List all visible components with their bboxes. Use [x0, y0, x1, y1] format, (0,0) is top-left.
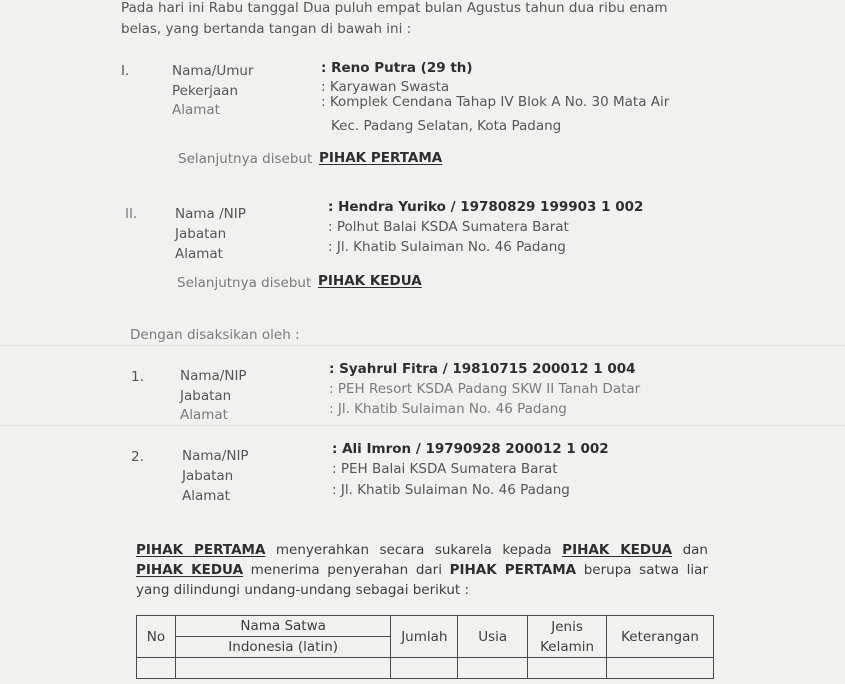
saksi2-nama: : Ali Imron / 19790928 200012 1 002: [332, 441, 609, 457]
pihak2-nama: : Hendra Yuriko / 19780829 199903 1 002: [328, 199, 644, 215]
paragraph-text: dan: [672, 542, 708, 558]
saksi2-number: 2.: [131, 449, 144, 465]
pihak-kedua-ref: PIHAK KEDUA: [136, 562, 244, 578]
pihak2-label-nama: Nama /NIP: [175, 206, 246, 222]
pihak-kedua-ref: PIHAK KEDUA: [562, 542, 673, 558]
table-cell: [528, 658, 607, 679]
header-indonesia-latin: Indonesia (latin): [175, 637, 390, 658]
table-cell: [175, 658, 390, 679]
header-jumlah: Jumlah: [391, 616, 458, 658]
pihak1-pekerjaan: : Karyawan Swasta: [321, 79, 450, 95]
header-usia: Usia: [458, 616, 528, 658]
saksi1-nama: : Syahrul Fitra / 19810715 200012 1 004: [329, 361, 636, 377]
saksi2-jabatan: : PEH Balai KSDA Sumatera Barat: [332, 461, 558, 477]
saksi2-label-alamat: Alamat: [182, 488, 230, 504]
pihak1-selanjutnya: Selanjutnya disebut: [178, 151, 313, 167]
pihak2-label-jabatan: Jabatan: [175, 226, 227, 242]
saksi2-label-jabatan: Jabatan: [182, 468, 234, 484]
header-kelamin: Kelamin: [540, 638, 595, 655]
table-row: [137, 658, 714, 679]
pihak1-label-nama: Nama/Umur: [172, 63, 254, 79]
page-fold-line: [0, 345, 845, 346]
table-header-row: [137, 616, 714, 637]
satwa-table: [136, 615, 714, 679]
table-cell: [391, 658, 458, 679]
saksi1-number: 1.: [131, 369, 144, 385]
intro-line-1: Pada hari ini Rabu tanggal Dua puluh empat bulan Agustus tahun dua ribu enam: [121, 0, 668, 16]
penyerahan-paragraph: [136, 540, 708, 600]
paragraph-text: berupa satwa liar yang dilindungi undang-undang sebagai berikut :: [136, 562, 708, 598]
saksi1-jabatan: : PEH Resort KSDA Padang SKW II Tanah Datar: [329, 381, 641, 397]
saksi1-label-jabatan: Jabatan: [180, 388, 232, 404]
pihak2-label-alamat: Alamat: [175, 246, 223, 262]
header-jenis-kelamin: [528, 616, 607, 658]
intro-line-2: belas, yang bertanda tangan di bawah ini :: [121, 21, 412, 37]
pihak-pertama-ref: PIHAK PERTAMA: [136, 542, 266, 558]
saksi2-label-nama: Nama/NIP: [182, 448, 249, 464]
pihak1-alamat-1: : Komplek Cendana Tahap IV Blok A No. 30 Mata Air: [321, 94, 670, 110]
table-cell: [607, 658, 714, 679]
pihak2-selanjutnya: Selanjutnya disebut: [177, 275, 312, 291]
paragraph-text: menerima penyerahan dari: [243, 562, 450, 578]
header-jenis: Jenis: [551, 618, 583, 635]
paragraph-text: menyerahkan secara sukarela kepada: [265, 542, 563, 558]
pihak1-alamat-2: Kec. Padang Selatan, Kota Padang: [331, 118, 562, 134]
pihak1-nama: : Reno Putra (29 th): [321, 60, 473, 76]
saksi-intro: Dengan disaksikan oleh :: [130, 327, 300, 343]
pihak2-number: II.: [125, 206, 138, 222]
pihak2-jabatan: : Polhut Balai KSDA Sumatera Barat: [328, 219, 569, 235]
table-cell: [458, 658, 528, 679]
table-cell: [137, 658, 176, 679]
pihak1-label-pekerjaan: Pekerjaan: [172, 83, 239, 99]
saksi1-label-nama: Nama/NIP: [180, 368, 247, 384]
pihak2-disebut: PIHAK KEDUA: [318, 273, 422, 289]
pihak2-alamat: : Jl. Khatib Sulaiman No. 46 Padang: [328, 239, 566, 255]
pihak1-disebut: PIHAK PERTAMA: [319, 150, 443, 166]
pihak-pertama-ref: PIHAK PERTAMA: [449, 562, 577, 578]
saksi1-alamat: : Jl. Khatib Sulaiman No. 46 Padang: [329, 401, 567, 417]
pihak1-number: I.: [121, 63, 130, 79]
page-fold-line: [0, 425, 845, 426]
saksi1-label-alamat: Alamat: [180, 407, 228, 423]
pihak1-label-alamat: Alamat: [172, 102, 220, 118]
header-keterangan: Keterangan: [607, 616, 714, 658]
header-no: No: [137, 616, 176, 658]
saksi2-alamat: : Jl. Khatib Sulaiman No. 46 Padang: [332, 482, 570, 498]
header-nama-satwa: Nama Satwa: [175, 616, 390, 637]
